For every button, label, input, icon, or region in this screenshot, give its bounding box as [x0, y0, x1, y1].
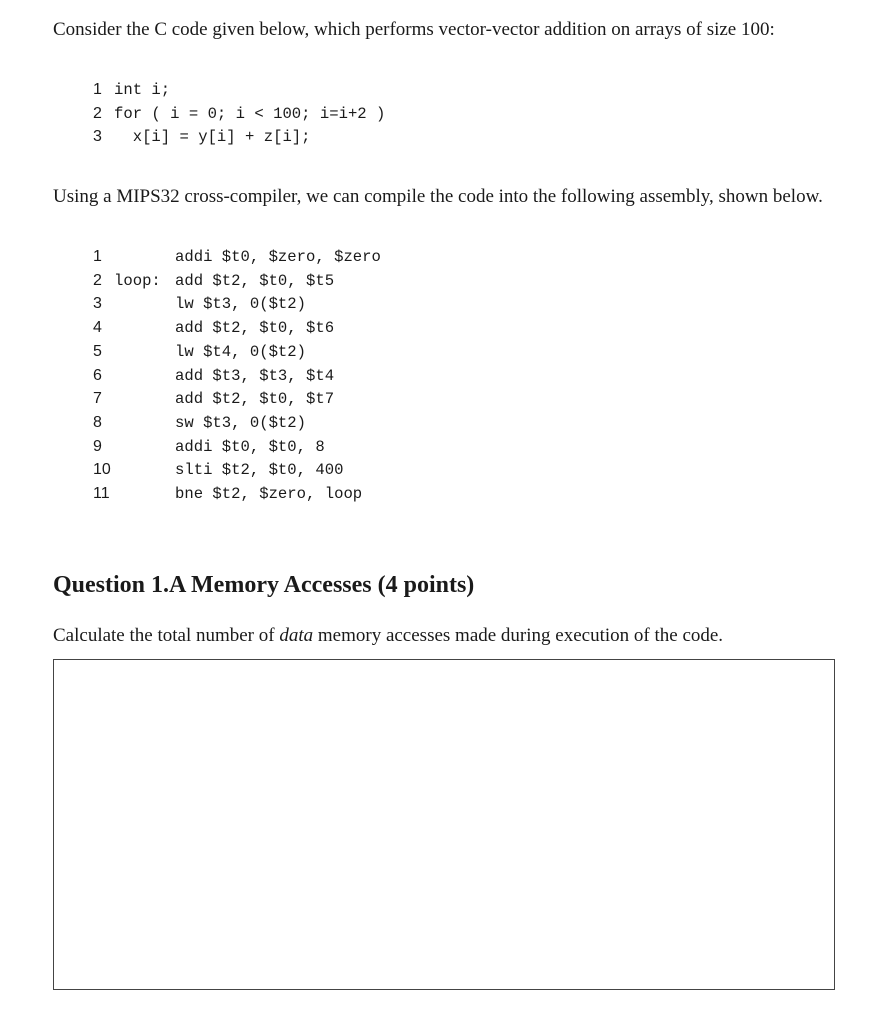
- asm-label: loop:: [114, 271, 161, 290]
- asm-instruction: sw $t3, 0($t2): [175, 413, 307, 432]
- answer-box[interactable]: [53, 659, 835, 990]
- line-number: 10: [93, 461, 111, 479]
- asm-instruction: lw $t4, 0($t2): [175, 342, 307, 361]
- question-text: [53, 624, 843, 648]
- asm-instruction: add $t2, $t0, $t7: [175, 390, 335, 409]
- asm-instruction: addi $t0, $t0, 8: [175, 437, 325, 456]
- asm-instruction: bne $t2, $zero, loop: [175, 485, 363, 503]
- question-text-part: memory accesses made during execution of the code.: [313, 625, 724, 646]
- question-heading: Question 1.A Memory Accesses (4 points): [53, 572, 475, 598]
- line-number: 1: [93, 81, 102, 98]
- asm-instruction: addi $t0, $zero, $zero: [175, 248, 381, 266]
- line-number: 2: [93, 104, 102, 122]
- code-line: int i;: [114, 81, 171, 99]
- code-line: for ( i = 0; i < 100; i=i+2 ): [114, 104, 386, 123]
- line-number: 1: [93, 248, 102, 265]
- question-text-part: Calculate the total number of: [53, 625, 280, 646]
- line-number: 5: [93, 342, 102, 360]
- intro-paragraph: Consider the C code given below, which performs vector-vector addition on arrays of size 100:: [53, 19, 775, 40]
- asm-instruction: add $t3, $t3, $t4: [175, 366, 335, 385]
- line-number: 11: [93, 485, 110, 502]
- line-number: 8: [93, 413, 102, 431]
- asm-intro-paragraph: Using a MIPS32 cross-compiler, we can compile the code into the following assembly, shown below.: [53, 186, 823, 207]
- line-number: 9: [93, 437, 102, 455]
- asm-instruction: add $t2, $t0, $t6: [175, 319, 335, 338]
- line-number: 3: [93, 295, 102, 313]
- line-number: 3: [93, 128, 102, 146]
- asm-instruction: lw $t3, 0($t2): [175, 295, 307, 314]
- question-text-emphasis: data: [279, 625, 314, 646]
- asm-instruction: add $t2, $t0, $t5: [175, 271, 335, 290]
- asm-instruction: slti $t2, $t0, 400: [175, 461, 344, 480]
- line-number: 2: [93, 271, 102, 289]
- code-line: x[i] = y[i] + z[i];: [114, 128, 311, 147]
- line-number: 4: [93, 319, 102, 337]
- line-number: 6: [93, 366, 102, 384]
- line-number: 7: [93, 390, 102, 408]
